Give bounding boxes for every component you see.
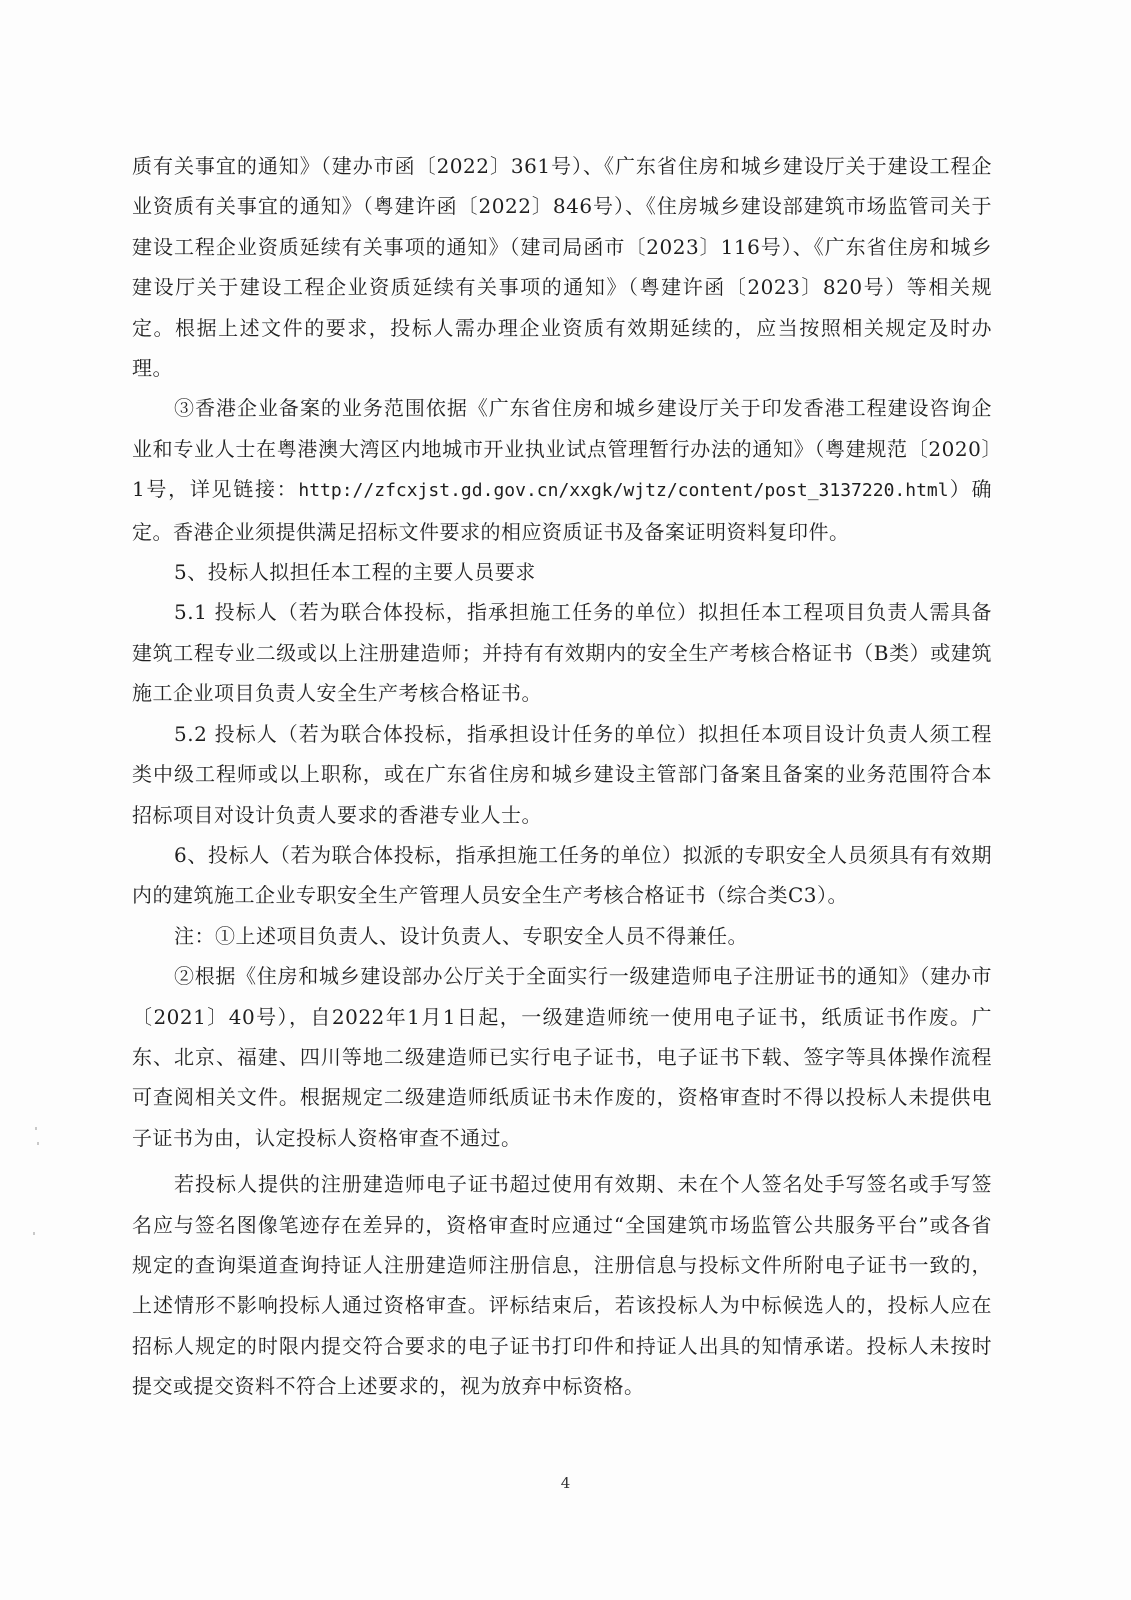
paragraph-safety-staff: 6、投标人（若为联合体投标，指承担施工任务的单位）拟派的专职安全人员须具有有效期内的建筑施工企业专职安全生产管理人员安全生产考核合格证书（综合类C3）。 [132,842,992,908]
paragraph-design-lead: 5.2 投标人（若为联合体投标，指承担设计任务的单位）拟担任本项目设计负责人须工程类中级工程师或以上职称，或在广东省住房和城乡建设主管部门备案且备案的业务范围符合本招标项目对设计负责人要求的香港专业人士。 [132,721,992,827]
note-no-concurrent-roles: 注：①上述项目负责人、设计负责人、专职安全人员不得兼任。 [174,923,748,948]
paragraph-hongkong-filing [132,388,992,552]
scan-speck [37,1142,39,1145]
document-body [132,146,992,1407]
paragraph-project-manager: 5.1 投标人（若为联合体投标，指承担施工任务的单位）拟担任本工程项目负责人需具备建筑工程专业二级或以上注册建造师；并持有有效期内的安全生产考核合格证书（B类）或建筑施工企业项目负责人安全生产考核合格证书。 [132,600,992,706]
paragraph-certificate-verification: 若投标人提供的注册建造师电子证书超过使用有效期、未在个人签名处手写签名或手写签名应与签名图像笔迹存在差异的，资格审查时应通过“全国建筑市场监管公共服务平台”或各省规定的查询渠道查询持证人注册建造师注册信息，注册信息与投标文件所附电子证书一致的，上述情形不影响投标人通过资格审查。评标结束后，若该投标人为中标候选人的，投标人应在招标人规定的时限内提交符合要求的电子证书打印件和持证人出具的知情承诺。投标人未按时提交或提交资料不符合上述要求的，视为放弃中标资格。 [132,1172,992,1399]
scan-speck [33,1232,35,1235]
paragraph-qualification-docs: 质有关事宜的通知》（建办市函〔2022〕361号）、《广东省住房和城乡建设厅关于建设工程企业资质有关事宜的通知》（粤建许函〔2022〕846号）、《住房城乡建设部建筑市场监管司关于建设工程企业资质延续有关事项的通知》（建司局函市〔2023〕116号）、《广东省住房和城乡建设厅关于建设工程企业资质延续有关事项的通知》（粤建许函〔2023〕820号）等相关规定。根据上述文件的要求，投标人需办理企业资质有效期延续的，应当按照相关规定及时办理。 [132,154,992,381]
page-number: 4 [560,1474,571,1492]
note-electronic-certificate: ②根据《住房和城乡建设部办公厅关于全面实行一级建造师电子注册证书的通知》（建办市〔2021〕40号），自2022年1月1日起，一级建造师统一使用电子证书，纸质证书作废。广东、北京、福建、四川等地二级建造师已实行电子证书，电子证书下载、签字等具体操作流程可查阅相关文件。根据规定二级建造师纸质证书未作废的，资格审查时不得以投标人未提供电子证书为由，认定投标人资格审查不通过。 [132,964,992,1150]
hongkong-filing-text: ③香港企业备案的业务范围依据《广东省住房和城乡建设厅关于印发香港工程建设咨询企业和专业人士在粤港澳大湾区内地城市开业执业试点管理暂行办法的通知》（粤建规范〔2020〕1号，详见链接： [132,396,992,502]
scan-speck [35,1127,37,1130]
policy-link[interactable]: http://zfcxjst.gd.gov.cn/xxgk/wjtz/content/post_3137220.html [298,480,949,502]
hongkong-filing-tail: ）确定。香港企业须提供满足招标文件要求的相应资质证书及备案证明资料复印件。 [132,477,993,544]
section-heading-personnel: 5、投标人拟担任本工程的主要人员要求 [174,560,536,585]
